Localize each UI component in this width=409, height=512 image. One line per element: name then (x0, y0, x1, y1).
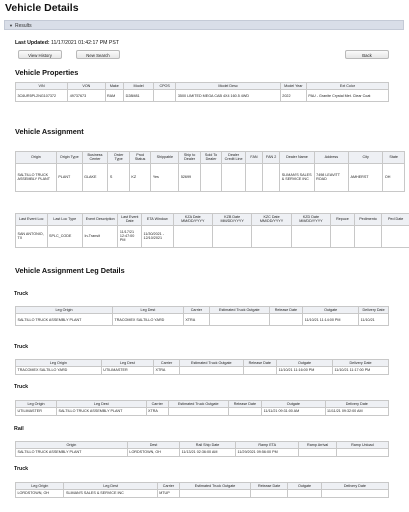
table-header-row (16, 307, 389, 314)
column-header: Event Description (82, 214, 117, 226)
column-header: Outgate (303, 307, 359, 314)
table-row (16, 163, 405, 191)
column-header: Release Date (250, 483, 287, 490)
column-header: Origin (16, 152, 57, 164)
column-header: Origin Type (56, 152, 82, 164)
column-header: Shippable (151, 152, 179, 164)
leg-table (15, 400, 389, 416)
table-cell: 3500 LIMITED MEGA CAB 4X4 160.5 4WD (176, 90, 280, 102)
table-cell: AMHERST (349, 163, 383, 191)
table-cell (180, 367, 243, 374)
column-header: VON (68, 83, 105, 90)
column-header: Estimated Truck Outgate (180, 483, 251, 490)
table-header-row (16, 152, 405, 164)
last-updated-label: Last Updated: (15, 40, 50, 46)
last-updated (15, 40, 119, 46)
table-cell (321, 490, 388, 497)
table-cell: 52699 (179, 163, 200, 191)
column-header: Outgate (277, 360, 333, 367)
table-cell (252, 225, 291, 247)
triangle-down-icon: ▼ (9, 23, 13, 28)
column-header: Model Desc (176, 83, 280, 90)
table-header-row (16, 360, 389, 367)
column-header: Repuce (331, 214, 355, 226)
column-header: Release Date (243, 360, 277, 367)
column-header: Leg Origin (16, 307, 113, 314)
table-cell: Yes (151, 163, 179, 191)
column-header: Sold To Dealer (200, 152, 221, 164)
table-row (16, 367, 389, 374)
column-header: Pedimento (354, 214, 382, 226)
table-cell: GLAKE (82, 163, 108, 191)
column-header: KZC Date MM/DD/YYYY (252, 214, 291, 226)
table-cell: MTUP (157, 490, 179, 497)
table-cell: SAN ANTONIO, TX (16, 225, 48, 247)
column-header: Delivery Date (321, 483, 388, 490)
table-cell: SALTILLO TRUCK ASSEMBLY PLANT (16, 163, 57, 191)
table-cell: 11/10/21 (359, 314, 389, 326)
table-cell: 2022 (280, 90, 306, 102)
table-cell (243, 367, 277, 374)
table-cell: LORDSTOWN, OH (127, 449, 179, 456)
vehicle-assignment-event-table (15, 213, 409, 248)
table-header-row (16, 483, 389, 490)
table-cell (245, 163, 262, 191)
table-header-row (16, 214, 409, 226)
column-header: Leg Dest (101, 360, 153, 367)
column-header: Outgate (288, 483, 322, 490)
table-cell: XTRA (154, 367, 180, 374)
leg-details-title: Vehicle Assignment Leg Details (15, 266, 125, 275)
table-cell: KZ (129, 163, 150, 191)
column-header: Carrier (157, 483, 179, 490)
table-cell: TRACOMEX SALTILLO YARD (112, 314, 183, 326)
leg-table (15, 482, 389, 498)
table-cell (173, 225, 212, 247)
table-cell: PLANT (56, 163, 82, 191)
vehicle-assignment-table (15, 151, 405, 192)
leg-type-label: Truck (14, 466, 29, 472)
table-cell (269, 314, 303, 326)
column-header: Ramp Unload (336, 442, 388, 449)
table-cell: SLIMAN'S SALES & SERVICE INC (280, 163, 314, 191)
table-cell: SALTILLO TRUCK ASSEMBLY PLANT (16, 314, 113, 326)
table-cell: 11/11/21 09:32:00 AM (325, 408, 388, 415)
column-header: VIN (16, 83, 68, 90)
table-row (16, 314, 389, 326)
table-cell: UTILIMASTER (16, 408, 57, 415)
table-cell (168, 408, 228, 415)
column-header: Estimated Truck Outgate (168, 401, 228, 408)
column-header: KZB Date MM/DD/YYYY (212, 214, 251, 226)
column-header: Make (105, 83, 124, 90)
table-cell (228, 408, 262, 415)
table-cell (180, 490, 251, 497)
table-cell (354, 225, 382, 247)
table-cell: 49737673 (68, 90, 105, 102)
table-cell: XTRA (146, 408, 168, 415)
table-cell: SALTILLO TRUCK ASSEMBLY PLANT (16, 449, 128, 456)
table-cell: RAM (105, 90, 124, 102)
column-header: Ped Date (382, 214, 409, 226)
table-cell (299, 449, 336, 456)
table-cell: S (108, 163, 129, 191)
table-cell: 11/13/21 02:36:00 AM (180, 449, 236, 456)
last-updated-value: 11/17/2021 01:42:17 PM PST (51, 40, 120, 46)
column-header: Origin (16, 442, 128, 449)
table-cell: SLIMAN'S SALES & SERVICE INC (64, 490, 157, 497)
table-cell: UTILIMASTER (101, 367, 153, 374)
leg-table (15, 359, 389, 375)
vehicle-properties-title: Vehicle Properties (15, 68, 79, 77)
table-cell: OH (383, 163, 405, 191)
table-cell (336, 449, 388, 456)
table-cell (288, 490, 322, 497)
column-header: FAN (245, 152, 262, 164)
column-header: Release Date (228, 401, 262, 408)
leg-table (15, 306, 389, 326)
column-header: Leg Dest (112, 307, 183, 314)
table-cell (331, 225, 355, 247)
table-header-row (16, 442, 389, 449)
column-header: Estimated Truck Outgate (180, 360, 243, 367)
column-header: State (383, 152, 405, 164)
table-cell (209, 314, 269, 326)
table-cell: 3C6UR5PL2NG107372 (16, 90, 68, 102)
table-cell: SALTILLO TRUCK ASSEMBLY PLANT (57, 408, 147, 415)
leg-type-label: Rail (14, 426, 24, 432)
leg-table (15, 441, 389, 457)
column-header: Model (124, 83, 154, 90)
column-header: Delivery Date (359, 307, 389, 314)
column-header: Leg Dest (57, 401, 147, 408)
column-header: Leg Origin (16, 360, 102, 367)
table-cell: PAU - Granite Crystal Met. Clear Coat (306, 90, 388, 102)
table-cell (250, 490, 287, 497)
column-header: Carrier (154, 360, 180, 367)
column-header: Dealer Credit Line (222, 152, 246, 164)
view-history-button[interactable]: View History (18, 50, 62, 59)
column-header: City (349, 152, 383, 164)
table-row (16, 408, 389, 415)
results-panel-toggle[interactable] (4, 20, 404, 30)
column-header: Delivery Date (325, 401, 388, 408)
table-cell: 7498 LEAVITT ROAD (314, 163, 348, 191)
table-cell (153, 90, 175, 102)
leg-type-label: Truck (14, 384, 29, 390)
column-header: Ext Color (306, 83, 388, 90)
table-cell: 11/17/21 12:47:00 PM (118, 225, 142, 247)
table-cell (382, 225, 409, 247)
table-cell (291, 225, 330, 247)
column-header: Estimated Truck Outgate (209, 307, 269, 314)
vehicle-assignment-title: Vehicle Assignment (15, 127, 84, 136)
table-cell: SPLC_CODE (47, 225, 82, 247)
table-cell: 11/29/2021 09:56:00 PM (236, 449, 299, 456)
column-header: Dest (127, 442, 179, 449)
column-header: Model Year (280, 83, 306, 90)
column-header: Rail Ship Date (180, 442, 236, 449)
column-header: Last Event Loc (16, 214, 48, 226)
column-header: Carrier (183, 307, 209, 314)
column-header: Delivery Date (333, 360, 389, 367)
table-cell: XTRA (183, 314, 209, 326)
column-header: Ramp ETA (236, 442, 299, 449)
table-cell: LORDSTOWN, OH (16, 490, 64, 497)
column-header: Address (314, 152, 348, 164)
column-header: Business Center (82, 152, 108, 164)
table-cell: In-Transit (82, 225, 117, 247)
column-header: Order Type (108, 152, 129, 164)
column-header: Release Date (269, 307, 303, 314)
column-header: Last Event Date (118, 214, 142, 226)
page-title: Vehicle Details (5, 2, 79, 14)
table-cell: 11/10/21 11:14:00 PM (303, 314, 359, 326)
table-row (16, 490, 389, 497)
column-header: Dealer Name (280, 152, 314, 164)
table-cell: 11/30/2021 - 12/10/2021 (142, 225, 174, 247)
column-header: FAN 2 (263, 152, 280, 164)
table-cell: 11/10/21 11:17:00 PM (333, 367, 389, 374)
column-header: CPOS (153, 83, 175, 90)
table-cell (200, 163, 221, 191)
table-cell (222, 163, 246, 191)
column-header: KZD Date MM/DD/YYYY (291, 214, 330, 226)
table-row (16, 90, 389, 102)
column-header: Leg Origin (16, 401, 57, 408)
column-header: Outgate (262, 401, 325, 408)
table-cell: D28M81 (124, 90, 154, 102)
column-header: ETA Window (142, 214, 174, 226)
column-header: Leg Dest (64, 483, 157, 490)
results-label: Results (14, 23, 32, 29)
table-cell: TRACOMEX SALTILLO YARD (16, 367, 102, 374)
table-header-row (16, 83, 389, 90)
back-button[interactable]: Back (345, 50, 389, 59)
leg-type-label: Truck (14, 344, 29, 350)
table-cell: 11/11/21 09:31:00 AM (262, 408, 325, 415)
column-header: Leg Origin (16, 483, 64, 490)
column-header: Last Loc Type (47, 214, 82, 226)
table-cell (212, 225, 251, 247)
column-header: Ship to Dealer (179, 152, 200, 164)
column-header: Prod Status (129, 152, 150, 164)
table-row (16, 225, 409, 247)
column-header: Ramp Arrival (299, 442, 336, 449)
vehicle-properties-table (15, 82, 389, 102)
leg-type-label: Truck (14, 291, 29, 297)
table-header-row (16, 401, 389, 408)
column-header: KZA Date MM/DD/YYYY (173, 214, 212, 226)
table-cell: 11/10/21 11:16:00 PM (277, 367, 333, 374)
column-header: Carrier (146, 401, 168, 408)
table-row (16, 449, 389, 456)
new-search-button[interactable]: New Search (76, 50, 120, 59)
table-cell (263, 163, 280, 191)
